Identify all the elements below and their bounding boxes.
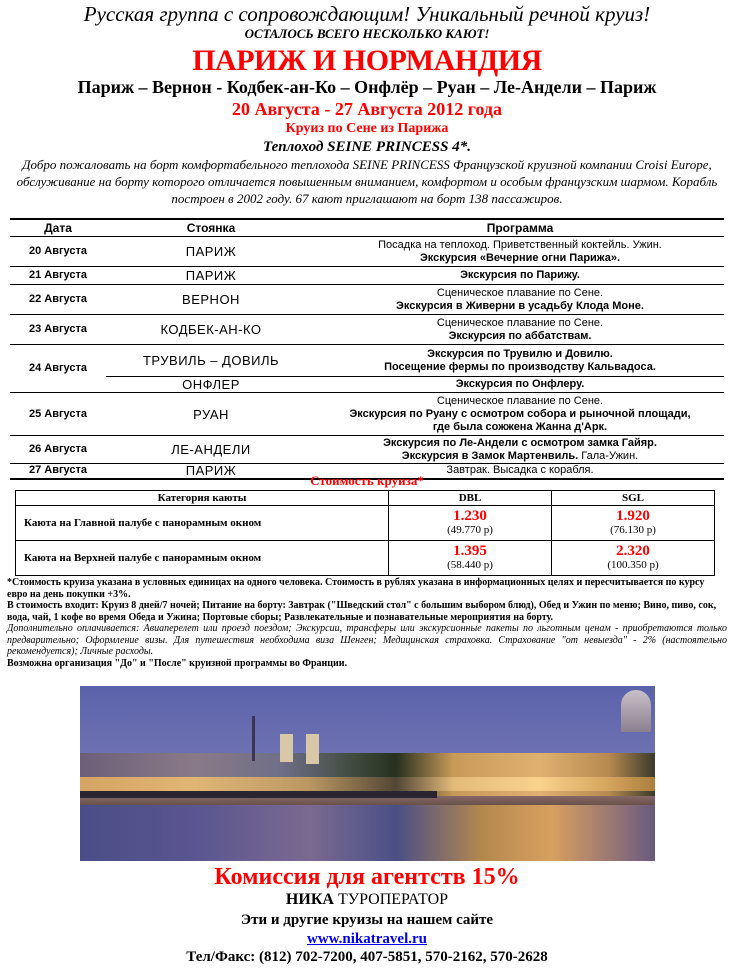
- col-program: Программа: [316, 219, 724, 237]
- program-line: Экскурсия по Онфлеру.: [455, 378, 585, 390]
- dbl-price: [389, 541, 552, 576]
- row-date: 25 Августа: [10, 393, 106, 436]
- program-line: Посадка на теплоход. Приветственный коктейль. Ужин.: [378, 238, 662, 251]
- pricing-title: Стоимость круиза*: [310, 473, 424, 488]
- site-link[interactable]: www.nikatravel.ru: [307, 931, 427, 947]
- row-date: 23 Августа: [10, 315, 106, 345]
- price-rub: (58.440 р): [447, 559, 493, 571]
- pricing-header-row: [16, 491, 715, 506]
- company-brand: НИКА: [285, 891, 334, 908]
- cabins-warning: ОСТАЛОСЬ ВСЕГО НЕСКОЛЬКО КАЮТ!: [244, 26, 490, 41]
- itinerary-header-row: [10, 219, 724, 237]
- row-stop: ЛЕ-АНДЕЛИ: [106, 436, 316, 464]
- row-date: 26 Августа: [10, 436, 106, 464]
- price-eur: 1.395: [453, 543, 487, 559]
- row-stop: РУАН: [106, 393, 316, 436]
- cruise-dates: 20 Августа - 27 Августа 2012 года: [231, 99, 503, 119]
- price-eur: 1.920: [616, 508, 650, 524]
- row-date: 27 Августа: [10, 464, 106, 479]
- row-stop: ВЕРНОН: [106, 285, 316, 315]
- ship-name: Теплоход SEINE PRINCESS 4*.: [263, 139, 471, 155]
- paris-night-photo: [80, 686, 655, 861]
- row-program: [316, 315, 724, 345]
- company-name: [0, 890, 734, 910]
- program-line: Экскурсия по Руану с осмотром собора и рыночной площади,: [349, 407, 691, 420]
- row-date: 22 Августа: [10, 285, 106, 315]
- page-title: ПАРИЖ И НОРМАНДИЯ: [192, 44, 542, 77]
- photo-bridge: [80, 791, 437, 798]
- dbl-price: [389, 506, 552, 541]
- photo-spire: [252, 716, 255, 761]
- pricing-table: [15, 490, 715, 576]
- program-line: Сценическое плавание по Сене.: [436, 286, 604, 299]
- intro-text: Добро пожаловать на борт комфортабельного теплохода SEINE PRINCESS Французской круизной компании Croisi Europe, обслуживание на борту которого отличается повышенным вниманием, комфортом и особым французским шармом. Корабль построен в 2002 году. 67 кают приглашают на борт 138 пассажиров.: [16, 157, 718, 206]
- row-program: [316, 345, 724, 377]
- price-note: *Стоимость круиза указана в условных единицах на одного человека. Стоимость в рублях указана в информационных целях и пересчитывается по курсу евро на день покупки +3%.: [7, 577, 705, 600]
- program-line: Экскурсия в Живерни в усадьбу Клода Моне.: [396, 299, 644, 312]
- pricing-row: [16, 506, 715, 541]
- row-stop: КОДБЕК-АН-КО: [106, 315, 316, 345]
- program-line: Завтрак. Высадка с корабля.: [446, 464, 594, 477]
- program-line-suffix: Гала-Ужин.: [578, 449, 639, 462]
- program-line-bold: Экскурсия в Замок Мартенвиль.: [401, 449, 579, 462]
- row-program: [316, 267, 724, 285]
- included-note: В стоимость входит: Круиз 8 дней/7 ночей; Питание на борту: Завтрак ("Шведский стол" с большим выбором блюд), Обед и Ужин по меню; Вино, пиво, сок, вода, чай, 1 кофе во время Обеда и Ужина; Портовые сборы; Развлекательные и познавательные мероприятия на борту.: [7, 600, 717, 623]
- program-line: Посещение фермы по производству Кальвадоса.: [384, 360, 656, 373]
- col-category: Категория каюты: [16, 491, 389, 506]
- table-row: [10, 345, 724, 377]
- table-row: [10, 267, 724, 285]
- row-date: 24 Августа: [10, 345, 106, 393]
- col-sgl: SGL: [552, 491, 715, 506]
- sgl-price: [552, 541, 715, 576]
- col-stop: Стоянка: [106, 219, 316, 237]
- row-program: [316, 393, 724, 436]
- row-program: [316, 377, 724, 393]
- agency-commission: Комиссия для агентств 15%: [214, 864, 520, 890]
- program-line: Сценическое плавание по Сене.: [436, 316, 604, 329]
- table-row: [10, 436, 724, 464]
- site-text: Эти и другие круизы на нашем сайте: [240, 912, 494, 928]
- table-row: [10, 377, 724, 393]
- sgl-price: [552, 506, 715, 541]
- cruise-subtitle: Круиз по Сене из Парижа: [285, 121, 449, 136]
- price-eur: 1.230: [453, 508, 487, 524]
- row-stop: ПАРИЖ: [106, 237, 316, 267]
- table-row: [10, 393, 724, 436]
- photo-tower: [280, 734, 293, 762]
- photo-lights: [80, 777, 655, 791]
- row-stop: ПАРИЖ: [106, 464, 316, 479]
- row-program: [316, 285, 724, 315]
- row-stop: ОНФЛЕР: [106, 377, 316, 393]
- notes: [7, 577, 727, 669]
- site-link-wrap: [0, 930, 734, 949]
- row-stop: ПАРИЖ: [106, 267, 316, 285]
- photo-water: [80, 805, 655, 861]
- program-line: Экскурсия «Вечерние огни Парижа».: [419, 251, 621, 264]
- tagline: Русская группа с сопровождающим! Уникальный речной круиз!: [83, 2, 651, 26]
- cabin-category: Каюта на Главной палубе с панорамным окном: [16, 506, 389, 541]
- row-date: 20 Августа: [10, 237, 106, 267]
- route: Париж – Вернон - Кодбек-ан-Ко – Онфлёр – Руан – Ле-Андели – Париж: [77, 77, 657, 97]
- program-line: Сценическое плавание по Сене.: [436, 394, 604, 407]
- extra-costs-note: Дополнительно оплачивается: Авиаперелет или проезд поездом; Экскурсии, трансферы или экскурсионные пакеты по льготным ценам - приобретаются только предварительно; Оформление визы. Для путешествия необходима виза Шенген; Медицинская страховка. Страхование "от невыезда" - 2% (настоятельно рекомендуется); Личные расходы.: [7, 623, 727, 657]
- price-rub: (49.770 р): [447, 524, 493, 536]
- program-line: Экскурсия по Ле-Андели с осмотром замка Гайяр.: [383, 436, 657, 449]
- table-row: [10, 285, 724, 315]
- company-type: ТУРОПЕРАТОР: [333, 891, 449, 908]
- price-rub: (76.130 р): [610, 524, 656, 536]
- table-row: [10, 315, 724, 345]
- photo-tower: [306, 734, 319, 764]
- table-row: [10, 237, 724, 267]
- program-line: [316, 450, 724, 463]
- row-program: [316, 436, 724, 464]
- price-eur: 2.320: [616, 543, 650, 559]
- program-line: Экскурсия по Трувилю и Довилю.: [427, 347, 613, 360]
- itinerary-table: [10, 218, 724, 480]
- organization-note: Возможна организация "До" и "После" круизной программы во Франции.: [7, 657, 348, 669]
- photo-dome: [621, 690, 651, 732]
- program-line: Экскурсия по аббатствам.: [448, 329, 592, 342]
- price-rub: (100.350 р): [607, 559, 659, 571]
- row-date: 21 Августа: [10, 267, 106, 285]
- cabin-category: Каюта на Верхней палубе с панорамным окном: [16, 541, 389, 576]
- phones: Тел/Факс: (812) 702-7200, 407-5851, 570-2162, 570-2628: [186, 949, 548, 965]
- program-line: где была сожжена Жанна д'Арк.: [432, 420, 608, 433]
- col-dbl: DBL: [389, 491, 552, 506]
- pricing-row: [16, 541, 715, 576]
- row-program: [316, 237, 724, 267]
- row-stop: ТРУВИЛЬ – ДОВИЛЬ: [106, 345, 316, 377]
- col-date: Дата: [10, 219, 106, 237]
- program-line: Экскурсия по Парижу.: [460, 269, 580, 281]
